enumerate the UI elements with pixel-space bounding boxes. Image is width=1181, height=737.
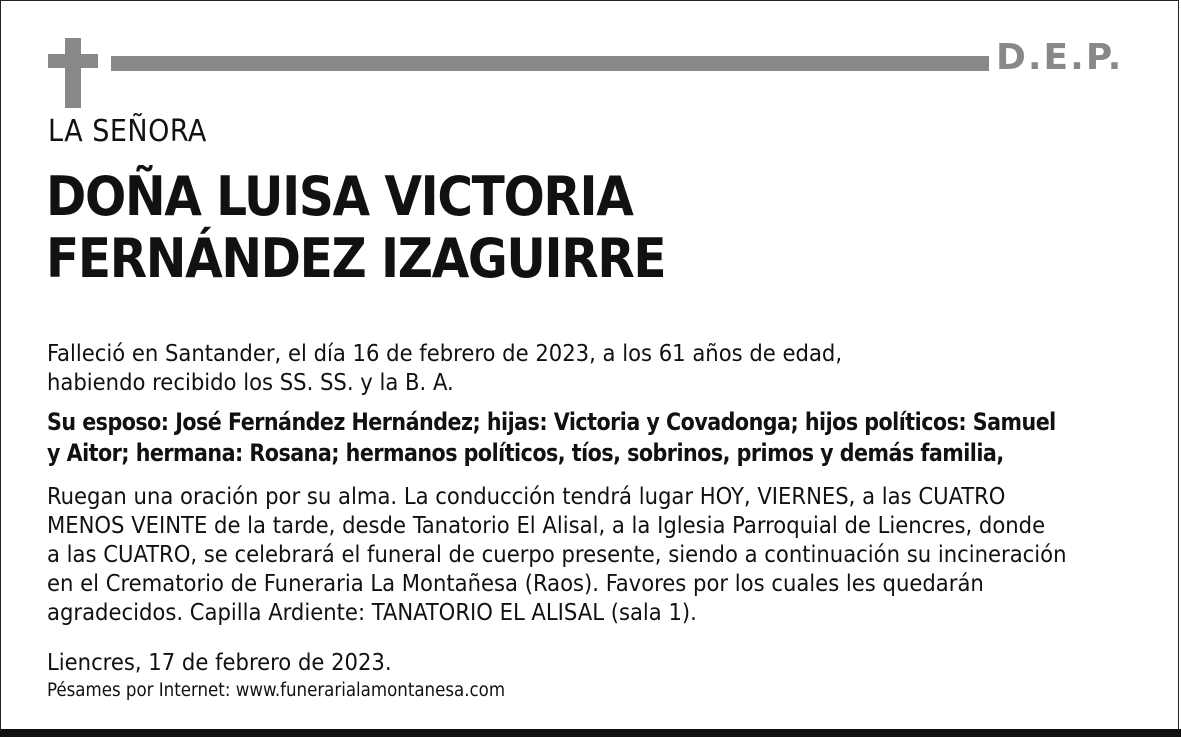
death-notice xyxy=(47,339,842,397)
family-line: y Aitor; hermana: Rosana; hermanos políticos, tíos, sobrinos, primos y demás familia, xyxy=(47,439,1004,467)
cross-icon xyxy=(48,38,98,108)
honorific: LA SEÑORA xyxy=(48,114,207,149)
condolences-line: Pésames por Internet: www.funerarialamontanesa.com xyxy=(47,680,506,701)
deceased-name xyxy=(46,166,665,290)
name-line-1: DOÑA LUISA VICTORIA xyxy=(46,165,633,228)
ceremony-line: agradecidos. Capilla Ardiente: TANATORIO EL ALISAL (sala 1). xyxy=(47,598,697,626)
dep-label: D.E.P. xyxy=(996,37,1124,78)
family-line: Su esposo: José Fernández Hernández; hijas: Victoria y Covadonga; hijos políticos: Samuel xyxy=(47,408,1056,436)
ceremony-line: en el Crematorio de Funeraria La Montañesa (Raos). Favores por los cuales les quedarán xyxy=(47,569,984,597)
ceremony-line: a las CUATRO, se celebrará el funeral de cuerpo presente, siendo a continuación su incineración xyxy=(47,540,1067,568)
place-date: Liencres, 17 de febrero de 2023. xyxy=(47,648,392,676)
name-line-2: FERNÁNDEZ IZAGUIRRE xyxy=(46,227,666,290)
death-notice-line: habiendo recibido los SS. SS. y la B. A. xyxy=(47,368,454,396)
death-notice-line: Falleció en Santander, el día 16 de febrero de 2023, a los 61 años de edad, xyxy=(47,339,843,367)
family-list xyxy=(47,407,1056,469)
ceremony-line: MENOS VEINTE de la tarde, desde Tanatorio El Alisal, a la Iglesia Parroquial de Liencres, donde xyxy=(47,511,1046,539)
ceremony-details xyxy=(47,482,1067,627)
ceremony-line: Ruegan una oración por su alma. La conducción tendrá lugar HOY, VIERNES, a las CUATRO xyxy=(47,482,1006,510)
header-rule xyxy=(111,56,989,71)
bottom-band xyxy=(0,729,1181,737)
